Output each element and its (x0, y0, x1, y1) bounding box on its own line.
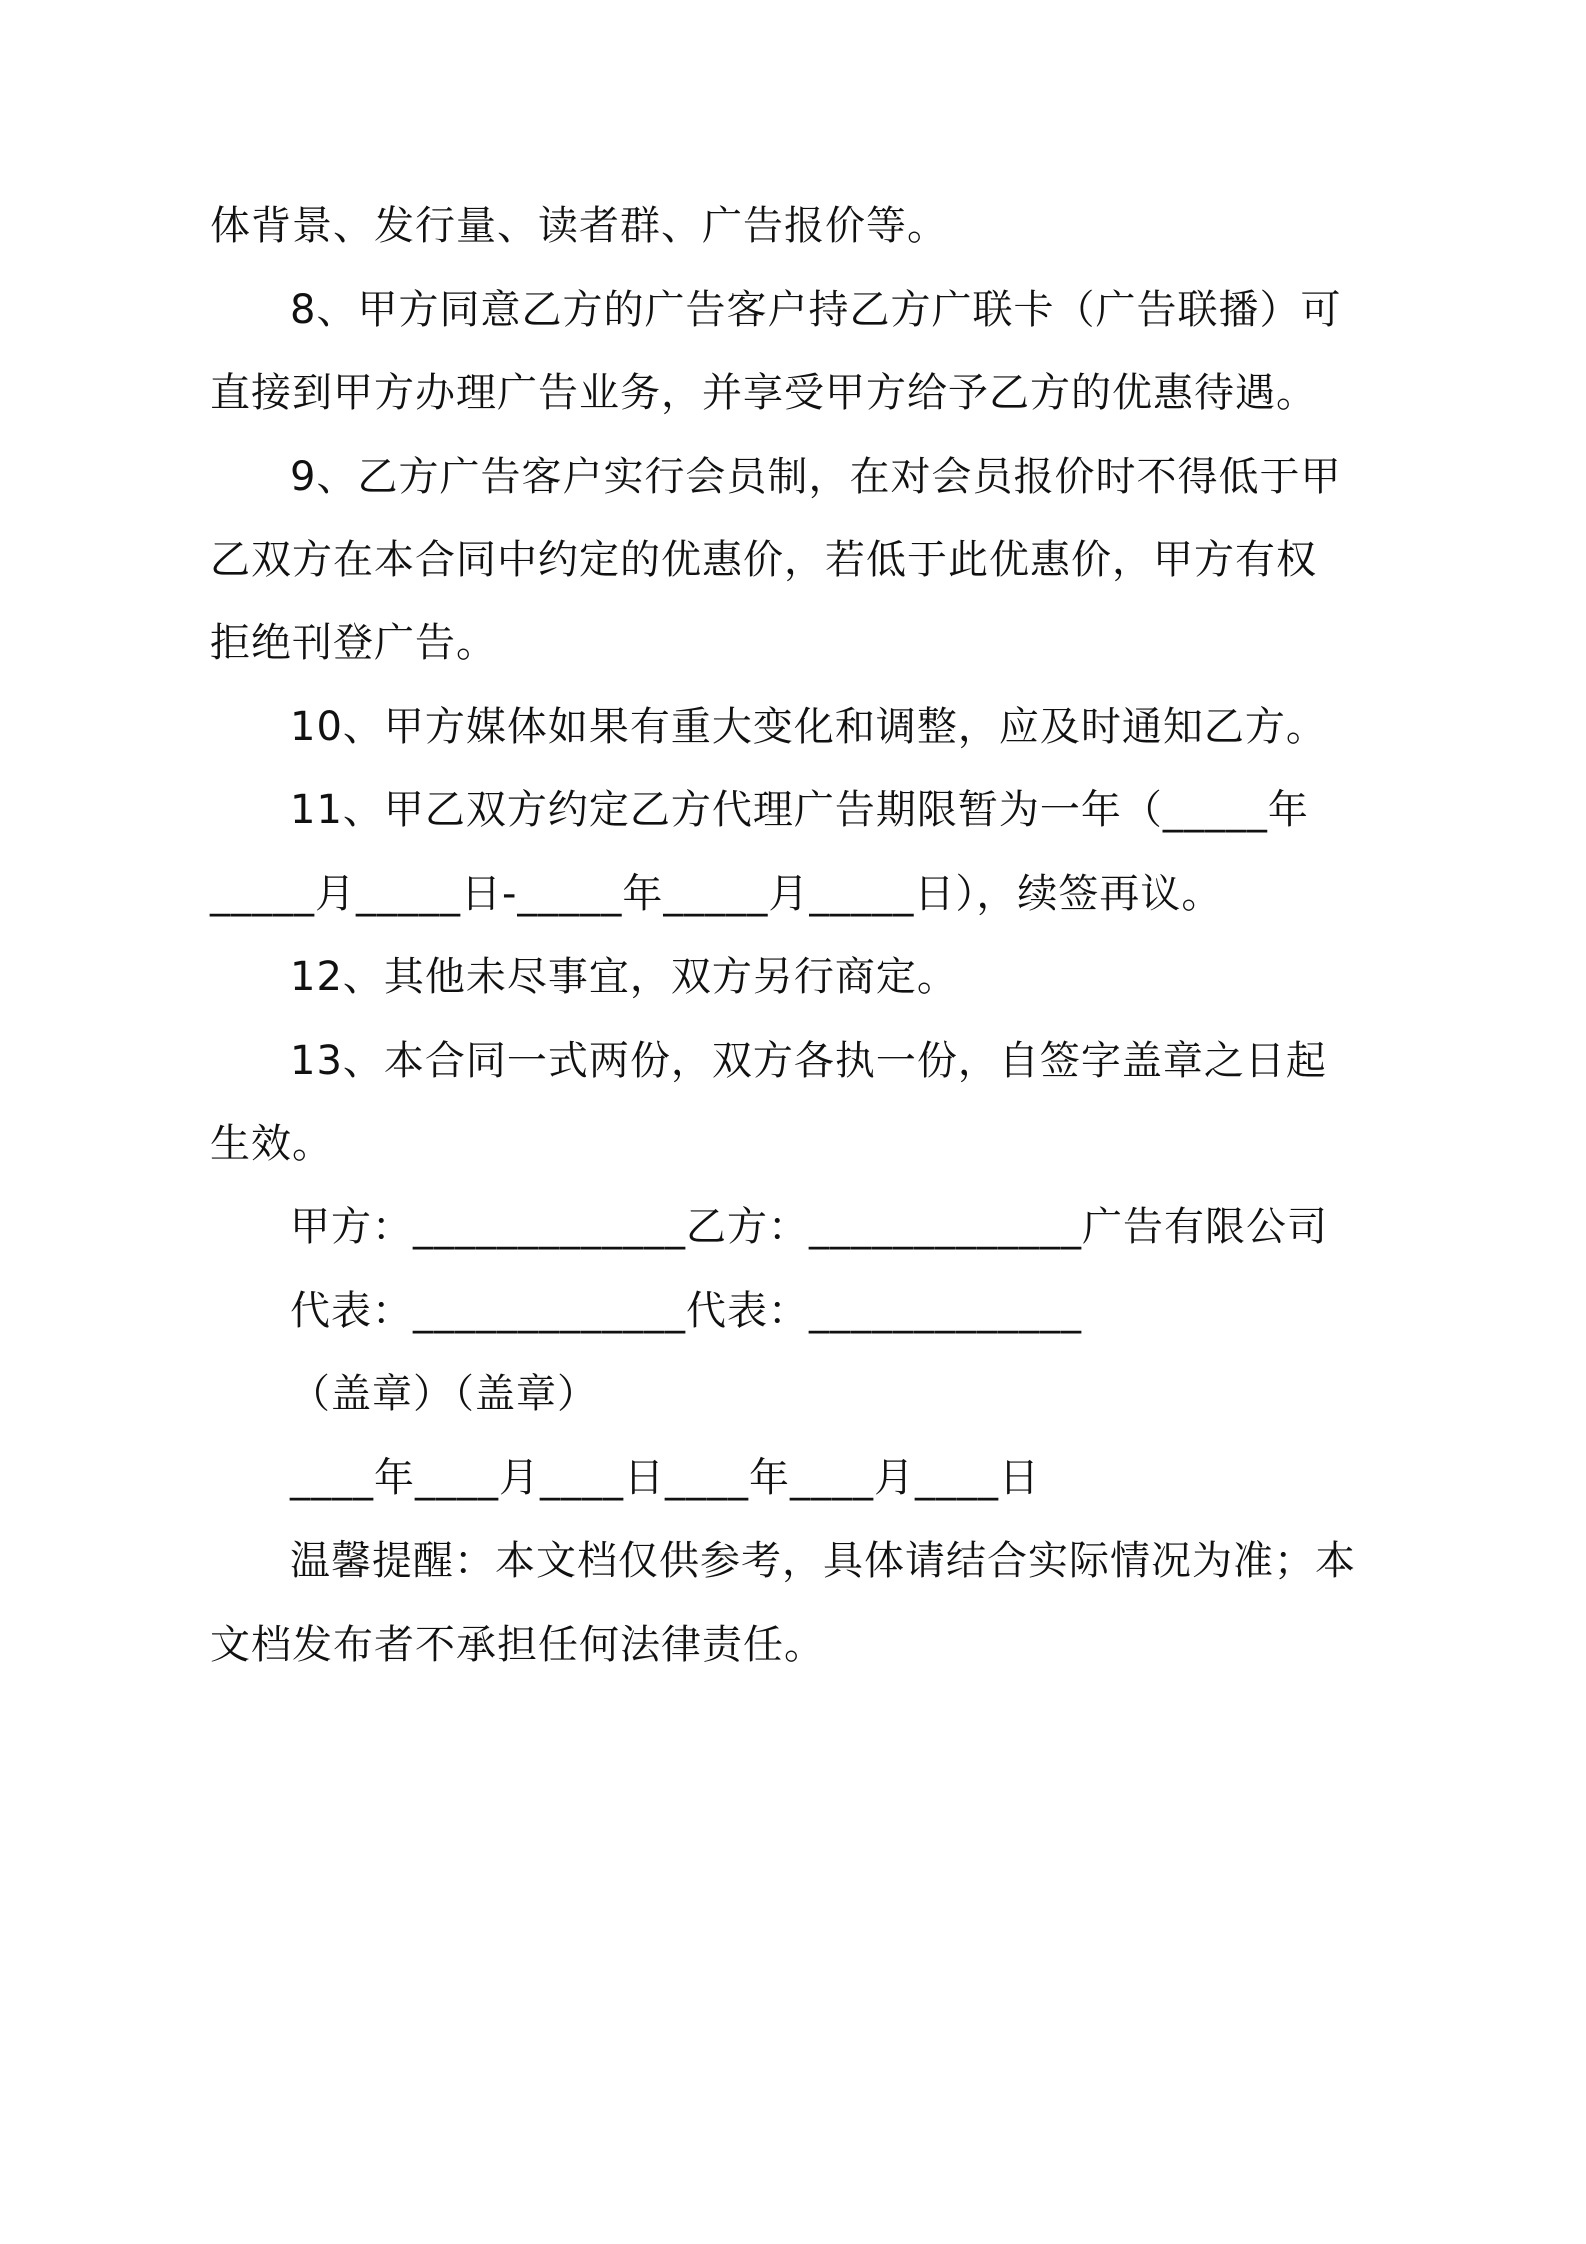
paragraph-line: 13、本合同一式两份，双方各执一份，自签字盖章之日起 (290, 1038, 1327, 1084)
notice-line: 文档发布者不承担任何法律责任。 (210, 1622, 825, 1668)
paragraph-line: 拒绝刊登广告。 (210, 620, 497, 666)
paragraph-line: 生效。 (210, 1121, 333, 1167)
signature-representative-line: 代表：_____________代表：_____________ (290, 1288, 1082, 1334)
paragraph-line: 12、其他未尽事宜，双方另行商定。 (290, 954, 958, 1000)
paragraph-line: 11、甲乙双方约定乙方代理广告期限暂为一年（_____年 (290, 787, 1309, 833)
paragraph-line: 8、甲方同意乙方的广告客户持乙方广联卡（广告联播）可 (290, 287, 1342, 333)
paragraph-line: 乙双方在本合同中约定的优惠价，若低于此优惠价，甲方有权 (210, 537, 1317, 583)
seal-line: （盖章）（盖章） (290, 1371, 598, 1417)
paragraph-line: _____月_____日-_____年_____月_____日），续签再议。 (210, 871, 1223, 917)
paragraph-line: 体背景、发行量、读者群、广告报价等。 (210, 203, 948, 249)
paragraph-line: 9、乙方广告客户实行会员制，在对会员报价时不得低于甲 (290, 454, 1342, 500)
notice-line: 温馨提醒：本文档仅供参考，具体请结合实际情况为准；本 (290, 1538, 1356, 1584)
paragraph-line: 10、甲方媒体如果有重大变化和调整，应及时通知乙方。 (290, 704, 1327, 750)
date-line: ____年____月____日____年____月____日 (290, 1455, 1040, 1501)
paragraph-line: 直接到甲方办理广告业务，并享受甲方给予乙方的优惠待遇。 (210, 370, 1317, 416)
signature-party-line: 甲方：_____________乙方：_____________广告有限公司 (290, 1204, 1328, 1250)
